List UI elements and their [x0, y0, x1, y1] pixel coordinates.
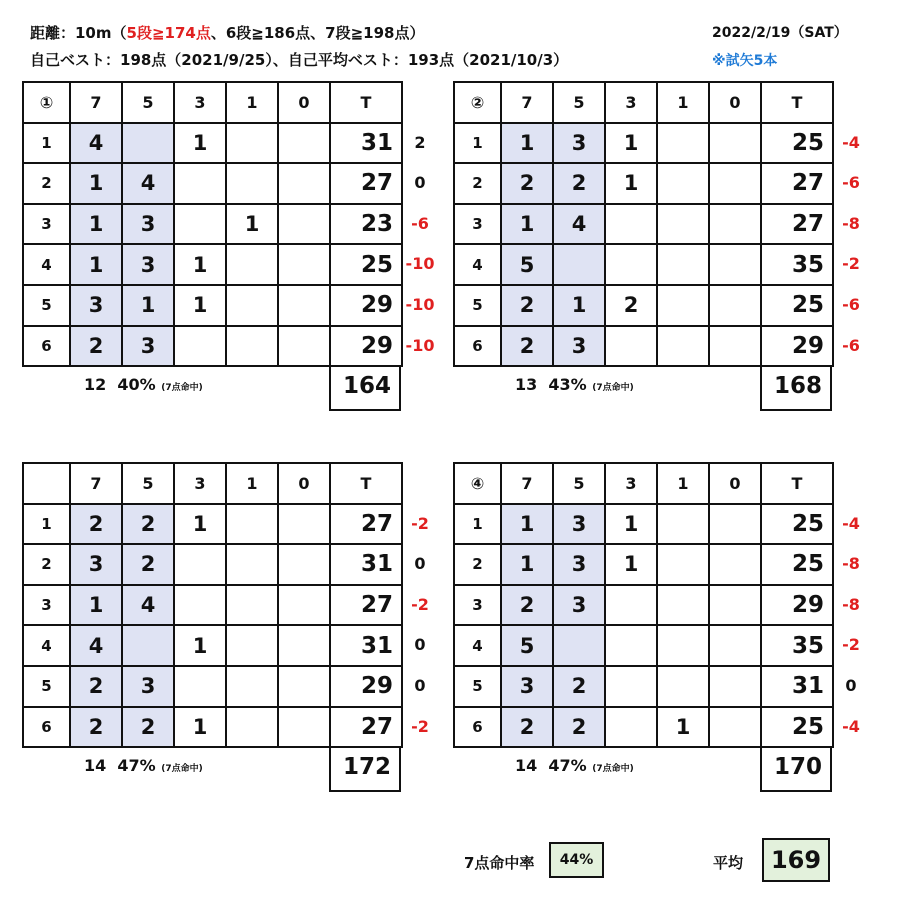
hit-count-cell: 2: [70, 707, 122, 748]
end-row: [454, 244, 833, 285]
round-total: 170: [760, 746, 832, 792]
hit-count-cell: [657, 666, 709, 707]
hit-count-cell: [709, 244, 761, 285]
score-difference: -4: [842, 716, 860, 736]
score-difference: -4: [842, 513, 860, 533]
hit-count-cell: 4: [122, 585, 174, 626]
hit-count-cell: [174, 204, 226, 245]
column-header: T: [761, 82, 833, 123]
end-number: 2: [23, 163, 70, 204]
round-table-2: [453, 81, 834, 367]
seven-hit-note: (7点命中): [592, 764, 634, 775]
hit-count-cell: 2: [122, 707, 174, 748]
end-row: [23, 707, 402, 748]
seven-hit-note: (7点命中): [592, 383, 634, 394]
end-number: 5: [454, 285, 501, 326]
end-number: 4: [454, 244, 501, 285]
score-difference: -8: [842, 594, 860, 614]
hit-count-cell: [278, 163, 330, 204]
end-row: [23, 285, 402, 326]
end-number: 1: [23, 504, 70, 545]
score-difference: 0: [414, 676, 426, 695]
end-total: 35: [761, 625, 833, 666]
end-number: 6: [454, 326, 501, 367]
average-label: 平均: [713, 854, 744, 872]
hit-count-cell: [553, 625, 605, 666]
hit-count-cell: 4: [122, 163, 174, 204]
hit-count-cell: 3: [553, 123, 605, 164]
end-total: 29: [330, 285, 402, 326]
end-number: 6: [454, 707, 501, 748]
hit-count-cell: [657, 244, 709, 285]
end-number: 5: [23, 666, 70, 707]
hit-rate-box: 44%: [549, 842, 604, 878]
end-number: 6: [23, 707, 70, 748]
column-header: 0: [278, 82, 330, 123]
seven-count: 13: [515, 375, 538, 395]
column-header: 1: [657, 82, 709, 123]
hit-count-cell: [226, 625, 278, 666]
end-number: 6: [23, 326, 70, 367]
hit-count-cell: [657, 163, 709, 204]
hit-count-cell: 1: [605, 504, 657, 545]
hit-count-cell: 1: [70, 585, 122, 626]
round-table-3: [22, 462, 403, 748]
hit-count-cell: [226, 123, 278, 164]
hit-count-cell: 2: [70, 666, 122, 707]
hit-count-cell: 2: [122, 504, 174, 545]
hit-count-cell: 3: [122, 204, 174, 245]
score-difference: -10: [405, 254, 435, 274]
score-difference: -2: [411, 513, 429, 533]
hit-count-cell: 4: [70, 625, 122, 666]
end-row: [23, 123, 402, 164]
hit-count-cell: 2: [70, 504, 122, 545]
column-header: 1: [657, 463, 709, 504]
hit-count-cell: 2: [605, 285, 657, 326]
end-row: [454, 123, 833, 164]
personal-best-line: 自己ベスト：198点（2021/9/25）、自己平均ベスト：193点（2021/10/3）: [30, 51, 569, 69]
end-number: 1: [23, 123, 70, 164]
hit-count-cell: [709, 504, 761, 545]
round-total: 172: [329, 746, 401, 792]
end-total: 25: [761, 544, 833, 585]
end-row: [454, 204, 833, 245]
end-row: [23, 163, 402, 204]
hit-count-cell: [657, 544, 709, 585]
end-total: 25: [761, 504, 833, 545]
hit-count-cell: [605, 244, 657, 285]
hit-count-cell: [174, 666, 226, 707]
hit-count-cell: [657, 204, 709, 245]
date-label: 2022/2/19（SAT）: [712, 25, 848, 41]
hit-count-cell: [226, 544, 278, 585]
seven-percentage: 40%: [117, 375, 156, 395]
hit-count-cell: [657, 585, 709, 626]
end-number: 3: [23, 585, 70, 626]
score-difference: -10: [405, 335, 435, 355]
hit-count-cell: [657, 504, 709, 545]
end-total: 35: [761, 244, 833, 285]
column-header: 1: [226, 82, 278, 123]
hit-count-cell: 1: [174, 504, 226, 545]
column-header: 3: [605, 463, 657, 504]
end-row: [23, 326, 402, 367]
hit-count-cell: 3: [553, 504, 605, 545]
hit-count-cell: [278, 326, 330, 367]
hit-count-cell: [605, 707, 657, 748]
score-difference: -2: [842, 254, 860, 274]
end-total: 27: [330, 163, 402, 204]
round-mark: [23, 463, 70, 504]
score-difference: 0: [414, 173, 426, 193]
round-summary: [515, 375, 634, 394]
end-row: [454, 163, 833, 204]
score-difference: 0: [414, 554, 426, 574]
hit-count-cell: 2: [122, 544, 174, 585]
hit-count-cell: [226, 244, 278, 285]
hit-count-cell: 1: [501, 123, 553, 164]
hit-count-cell: [605, 625, 657, 666]
end-row: [23, 625, 402, 666]
end-row: [454, 504, 833, 545]
hit-count-cell: [709, 285, 761, 326]
column-header: T: [330, 82, 402, 123]
hit-count-cell: 2: [553, 163, 605, 204]
round-mark: ②: [454, 82, 501, 123]
end-total: 25: [761, 707, 833, 748]
hit-count-cell: [553, 244, 605, 285]
hit-count-cell: [709, 544, 761, 585]
hit-count-cell: 2: [501, 585, 553, 626]
end-number: 2: [23, 544, 70, 585]
hit-count-cell: [605, 666, 657, 707]
seven-hit-note: (7点命中): [161, 764, 203, 775]
hit-count-cell: 2: [553, 707, 605, 748]
end-number: 5: [454, 666, 501, 707]
column-header: 5: [553, 82, 605, 123]
hit-count-cell: [226, 504, 278, 545]
score-difference: -6: [842, 295, 860, 314]
end-row: [23, 544, 402, 585]
hit-count-cell: 1: [605, 163, 657, 204]
end-row: [23, 244, 402, 285]
end-row: [23, 666, 402, 707]
end-total: 29: [330, 326, 402, 367]
hit-count-cell: [657, 326, 709, 367]
column-header: T: [761, 463, 833, 504]
score-difference: -8: [842, 554, 860, 574]
end-row: [454, 585, 833, 626]
hit-count-cell: 3: [553, 585, 605, 626]
column-header: 5: [122, 463, 174, 504]
score-difference: -10: [405, 295, 435, 314]
end-number: 3: [454, 585, 501, 626]
seven-count: 14: [515, 756, 538, 776]
hit-count-cell: [709, 707, 761, 748]
distance-line: [30, 22, 424, 43]
column-header: 3: [605, 82, 657, 123]
end-row: [454, 544, 833, 585]
score-difference: 0: [845, 676, 857, 695]
end-number: 1: [454, 123, 501, 164]
round-summary: [84, 756, 203, 775]
round-table-4: [453, 462, 834, 748]
hit-count-cell: [605, 326, 657, 367]
distance-prefix: 距離：10m（: [30, 24, 127, 42]
round-total: 168: [760, 365, 832, 411]
column-header: 7: [70, 463, 122, 504]
hit-count-cell: [278, 204, 330, 245]
hit-count-cell: 1: [174, 707, 226, 748]
hit-count-cell: [122, 625, 174, 666]
end-row: [454, 666, 833, 707]
column-header: 1: [226, 463, 278, 504]
seven-percentage: 43%: [548, 375, 587, 395]
end-total: 31: [330, 123, 402, 164]
hit-count-cell: [657, 285, 709, 326]
hit-count-cell: 1: [70, 244, 122, 285]
hit-count-cell: 1: [501, 544, 553, 585]
hit-count-cell: 4: [553, 204, 605, 245]
round-mark: ④: [454, 463, 501, 504]
hit-count-cell: [278, 504, 330, 545]
hit-count-cell: [278, 707, 330, 748]
hit-count-cell: 2: [501, 707, 553, 748]
end-number: 1: [454, 504, 501, 545]
end-total: 31: [330, 544, 402, 585]
hit-count-cell: 1: [226, 204, 278, 245]
end-row: [454, 625, 833, 666]
hit-count-cell: [174, 163, 226, 204]
column-header: 3: [174, 82, 226, 123]
score-difference: -6: [842, 335, 860, 355]
seven-percentage: 47%: [548, 756, 587, 776]
hit-count-cell: 1: [605, 123, 657, 164]
end-total: 29: [330, 666, 402, 707]
hit-count-cell: [226, 585, 278, 626]
hit-count-cell: [605, 585, 657, 626]
hit-count-cell: 1: [122, 285, 174, 326]
hit-count-cell: [709, 666, 761, 707]
score-difference: -6: [411, 213, 429, 233]
hit-count-cell: [278, 123, 330, 164]
end-total: 25: [761, 285, 833, 326]
hit-count-cell: [709, 585, 761, 626]
seven-hit-note: (7点命中): [161, 383, 203, 394]
end-total: 31: [761, 666, 833, 707]
hit-count-cell: [226, 707, 278, 748]
hit-count-cell: 3: [122, 666, 174, 707]
end-row: [23, 504, 402, 545]
hit-count-cell: [174, 326, 226, 367]
end-total: 27: [761, 204, 833, 245]
end-row: [23, 204, 402, 245]
hit-count-cell: 2: [70, 326, 122, 367]
column-header: 7: [501, 82, 553, 123]
hit-count-cell: [709, 123, 761, 164]
hit-count-cell: 5: [501, 244, 553, 285]
hit-count-cell: 3: [122, 326, 174, 367]
seven-count: 12: [84, 375, 107, 395]
hit-count-cell: [657, 625, 709, 666]
column-header: 3: [174, 463, 226, 504]
hit-count-cell: [657, 123, 709, 164]
hit-count-cell: 1: [70, 204, 122, 245]
column-header: 0: [709, 463, 761, 504]
rank5-threshold: 5段≧174点: [126, 24, 211, 42]
end-total: 29: [761, 326, 833, 367]
hit-count-cell: [226, 285, 278, 326]
trial-arrows-note: ※試矢5本: [712, 53, 778, 69]
round-summary: [515, 756, 634, 775]
hit-count-cell: [605, 204, 657, 245]
hit-count-cell: [278, 544, 330, 585]
hit-count-cell: [174, 544, 226, 585]
rank-thresholds: 、6段≧186点、7段≧198点）: [210, 24, 425, 42]
hit-count-cell: [278, 625, 330, 666]
round-mark: ①: [23, 82, 70, 123]
hit-count-cell: 1: [174, 625, 226, 666]
hit-count-cell: 1: [605, 544, 657, 585]
round-summary: [84, 375, 203, 394]
end-total: 27: [330, 504, 402, 545]
hit-count-cell: 3: [70, 544, 122, 585]
hit-count-cell: 5: [501, 625, 553, 666]
seven-percentage: 47%: [117, 756, 156, 776]
score-difference: -8: [842, 213, 860, 233]
end-total: 27: [330, 707, 402, 748]
score-difference: 2: [414, 132, 426, 152]
end-total: 27: [330, 585, 402, 626]
hit-count-cell: 3: [70, 285, 122, 326]
end-total: 27: [761, 163, 833, 204]
hit-count-cell: 2: [501, 326, 553, 367]
hit-rate-label: 7点命中率: [464, 854, 535, 872]
column-header: 0: [709, 82, 761, 123]
end-total: 29: [761, 585, 833, 626]
end-number: 2: [454, 544, 501, 585]
hit-count-cell: 3: [553, 544, 605, 585]
round-table-1: [22, 81, 403, 367]
hit-count-cell: [709, 326, 761, 367]
end-total: 25: [330, 244, 402, 285]
round-total: 164: [329, 365, 401, 411]
hit-count-cell: 3: [553, 326, 605, 367]
end-number: 4: [23, 625, 70, 666]
column-header: 7: [501, 463, 553, 504]
hit-count-cell: [174, 585, 226, 626]
column-header: T: [330, 463, 402, 504]
end-number: 4: [23, 244, 70, 285]
hit-count-cell: 1: [553, 285, 605, 326]
end-number: 3: [23, 204, 70, 245]
hit-count-cell: [278, 585, 330, 626]
score-difference: -2: [842, 635, 860, 655]
hit-count-cell: 1: [501, 204, 553, 245]
hit-count-cell: [226, 666, 278, 707]
average-box: 169: [762, 838, 830, 882]
hit-count-cell: 3: [122, 244, 174, 285]
column-header: 0: [278, 463, 330, 504]
hit-count-cell: 2: [501, 163, 553, 204]
column-header: 5: [553, 463, 605, 504]
hit-count-cell: [122, 123, 174, 164]
hit-count-cell: [278, 285, 330, 326]
hit-count-cell: 1: [657, 707, 709, 748]
end-row: [23, 585, 402, 626]
hit-count-cell: 3: [501, 666, 553, 707]
hit-count-cell: 4: [70, 123, 122, 164]
end-number: 2: [454, 163, 501, 204]
hit-count-cell: [709, 163, 761, 204]
hit-count-cell: 1: [70, 163, 122, 204]
score-difference: -2: [411, 594, 429, 614]
hit-count-cell: 1: [174, 285, 226, 326]
score-difference: 0: [414, 635, 426, 655]
score-difference: -4: [842, 132, 860, 152]
end-total: 23: [330, 204, 402, 245]
end-row: [454, 707, 833, 748]
hit-count-cell: 2: [553, 666, 605, 707]
hit-count-cell: 1: [174, 123, 226, 164]
hit-count-cell: 1: [174, 244, 226, 285]
end-number: 5: [23, 285, 70, 326]
hit-count-cell: [709, 625, 761, 666]
end-row: [454, 326, 833, 367]
hit-count-cell: [278, 244, 330, 285]
column-header: 7: [70, 82, 122, 123]
end-row: [454, 285, 833, 326]
hit-count-cell: [226, 326, 278, 367]
hit-count-cell: [278, 666, 330, 707]
end-number: 4: [454, 625, 501, 666]
score-difference: -6: [842, 173, 860, 193]
hit-count-cell: [709, 204, 761, 245]
end-number: 3: [454, 204, 501, 245]
score-difference: -2: [411, 716, 429, 736]
hit-count-cell: [226, 163, 278, 204]
end-total: 25: [761, 123, 833, 164]
end-total: 31: [330, 625, 402, 666]
hit-count-cell: 1: [501, 504, 553, 545]
column-header: 5: [122, 82, 174, 123]
seven-count: 14: [84, 756, 107, 776]
hit-count-cell: 2: [501, 285, 553, 326]
